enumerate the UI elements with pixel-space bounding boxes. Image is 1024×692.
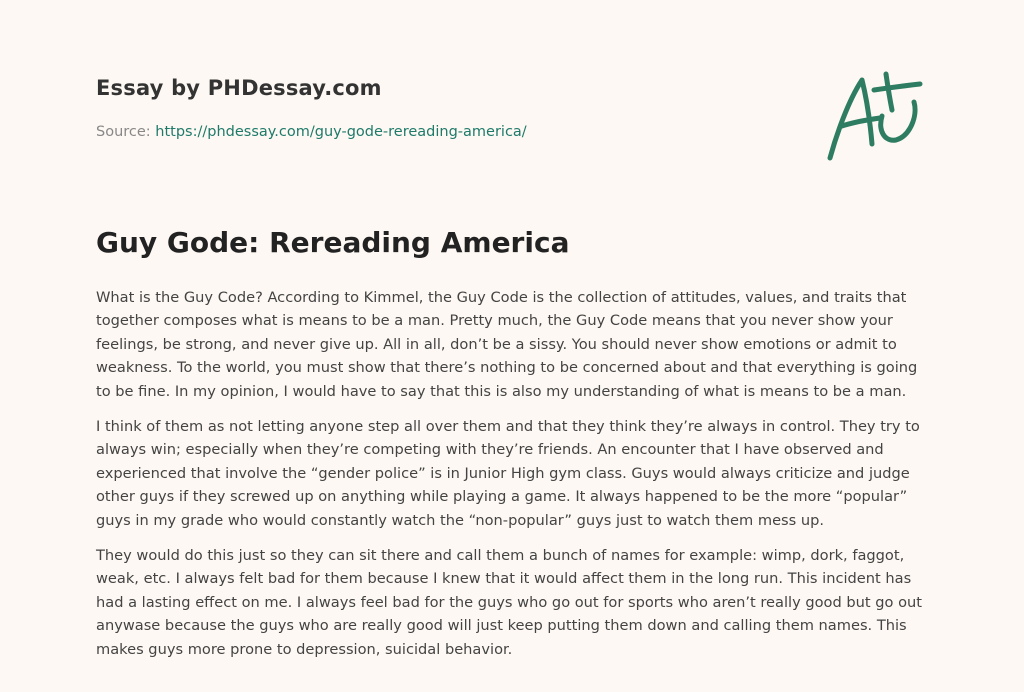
essay-title: Guy Gode: Rereading America [96, 226, 570, 259]
essay-paragraph: They would do this just so they can sit there and call them a bunch of names for example: wimp, dork, faggot, weak, etc. I always felt bad for them because I knew that it would affect them in the long run. This incident has had a lasting effect on me. I always feel bad for the guys who go out for sports who aren’t really good but go out anywase because the guys who are really good will just keep putting them down and calling them names. This makes guys more prone to depression, suicidal behavior. [96, 547, 922, 658]
source-label: Source: [96, 124, 156, 140]
source-link[interactable]: https://phdessay.com/guy-gode-rereading-america/ [155, 124, 527, 140]
a-plus-grade-icon [822, 66, 926, 166]
site-title: Essay by PHDessay.com [96, 76, 382, 100]
source-line [96, 124, 527, 140]
essay-paragraph: What is the Guy Code? According to Kimmel, the Guy Code is the collection of attitudes, values, and traits that together composes what is means to be a man. Pretty much, the Guy Code means that you never show your feelings, be strong, and never give up. All in all, don’t be a sissy. You should never show emotions or admit to weakness. To the world, you must show that there’s nothing to be concerned about and that everything is going to be fine. In my opinion, I would have to say that this is also my understanding of what is means to be a man. [96, 289, 918, 400]
essay-paragraph: I think of them as not letting anyone step all over them and that they think they’re always in control. They try to always win; especially when they’re competing with they’re friends. An encounter that I have observed and experienced that involve the “gender police” is in Junior High gym class. Guys would always criticize and judge other guys if they screwed up on anything while playing a game. It always happened to be the more “popular” guys in my grade who would constantly watch the “non-popular” guys just to watch them mess up. [96, 418, 920, 529]
essay-body [96, 286, 936, 673]
